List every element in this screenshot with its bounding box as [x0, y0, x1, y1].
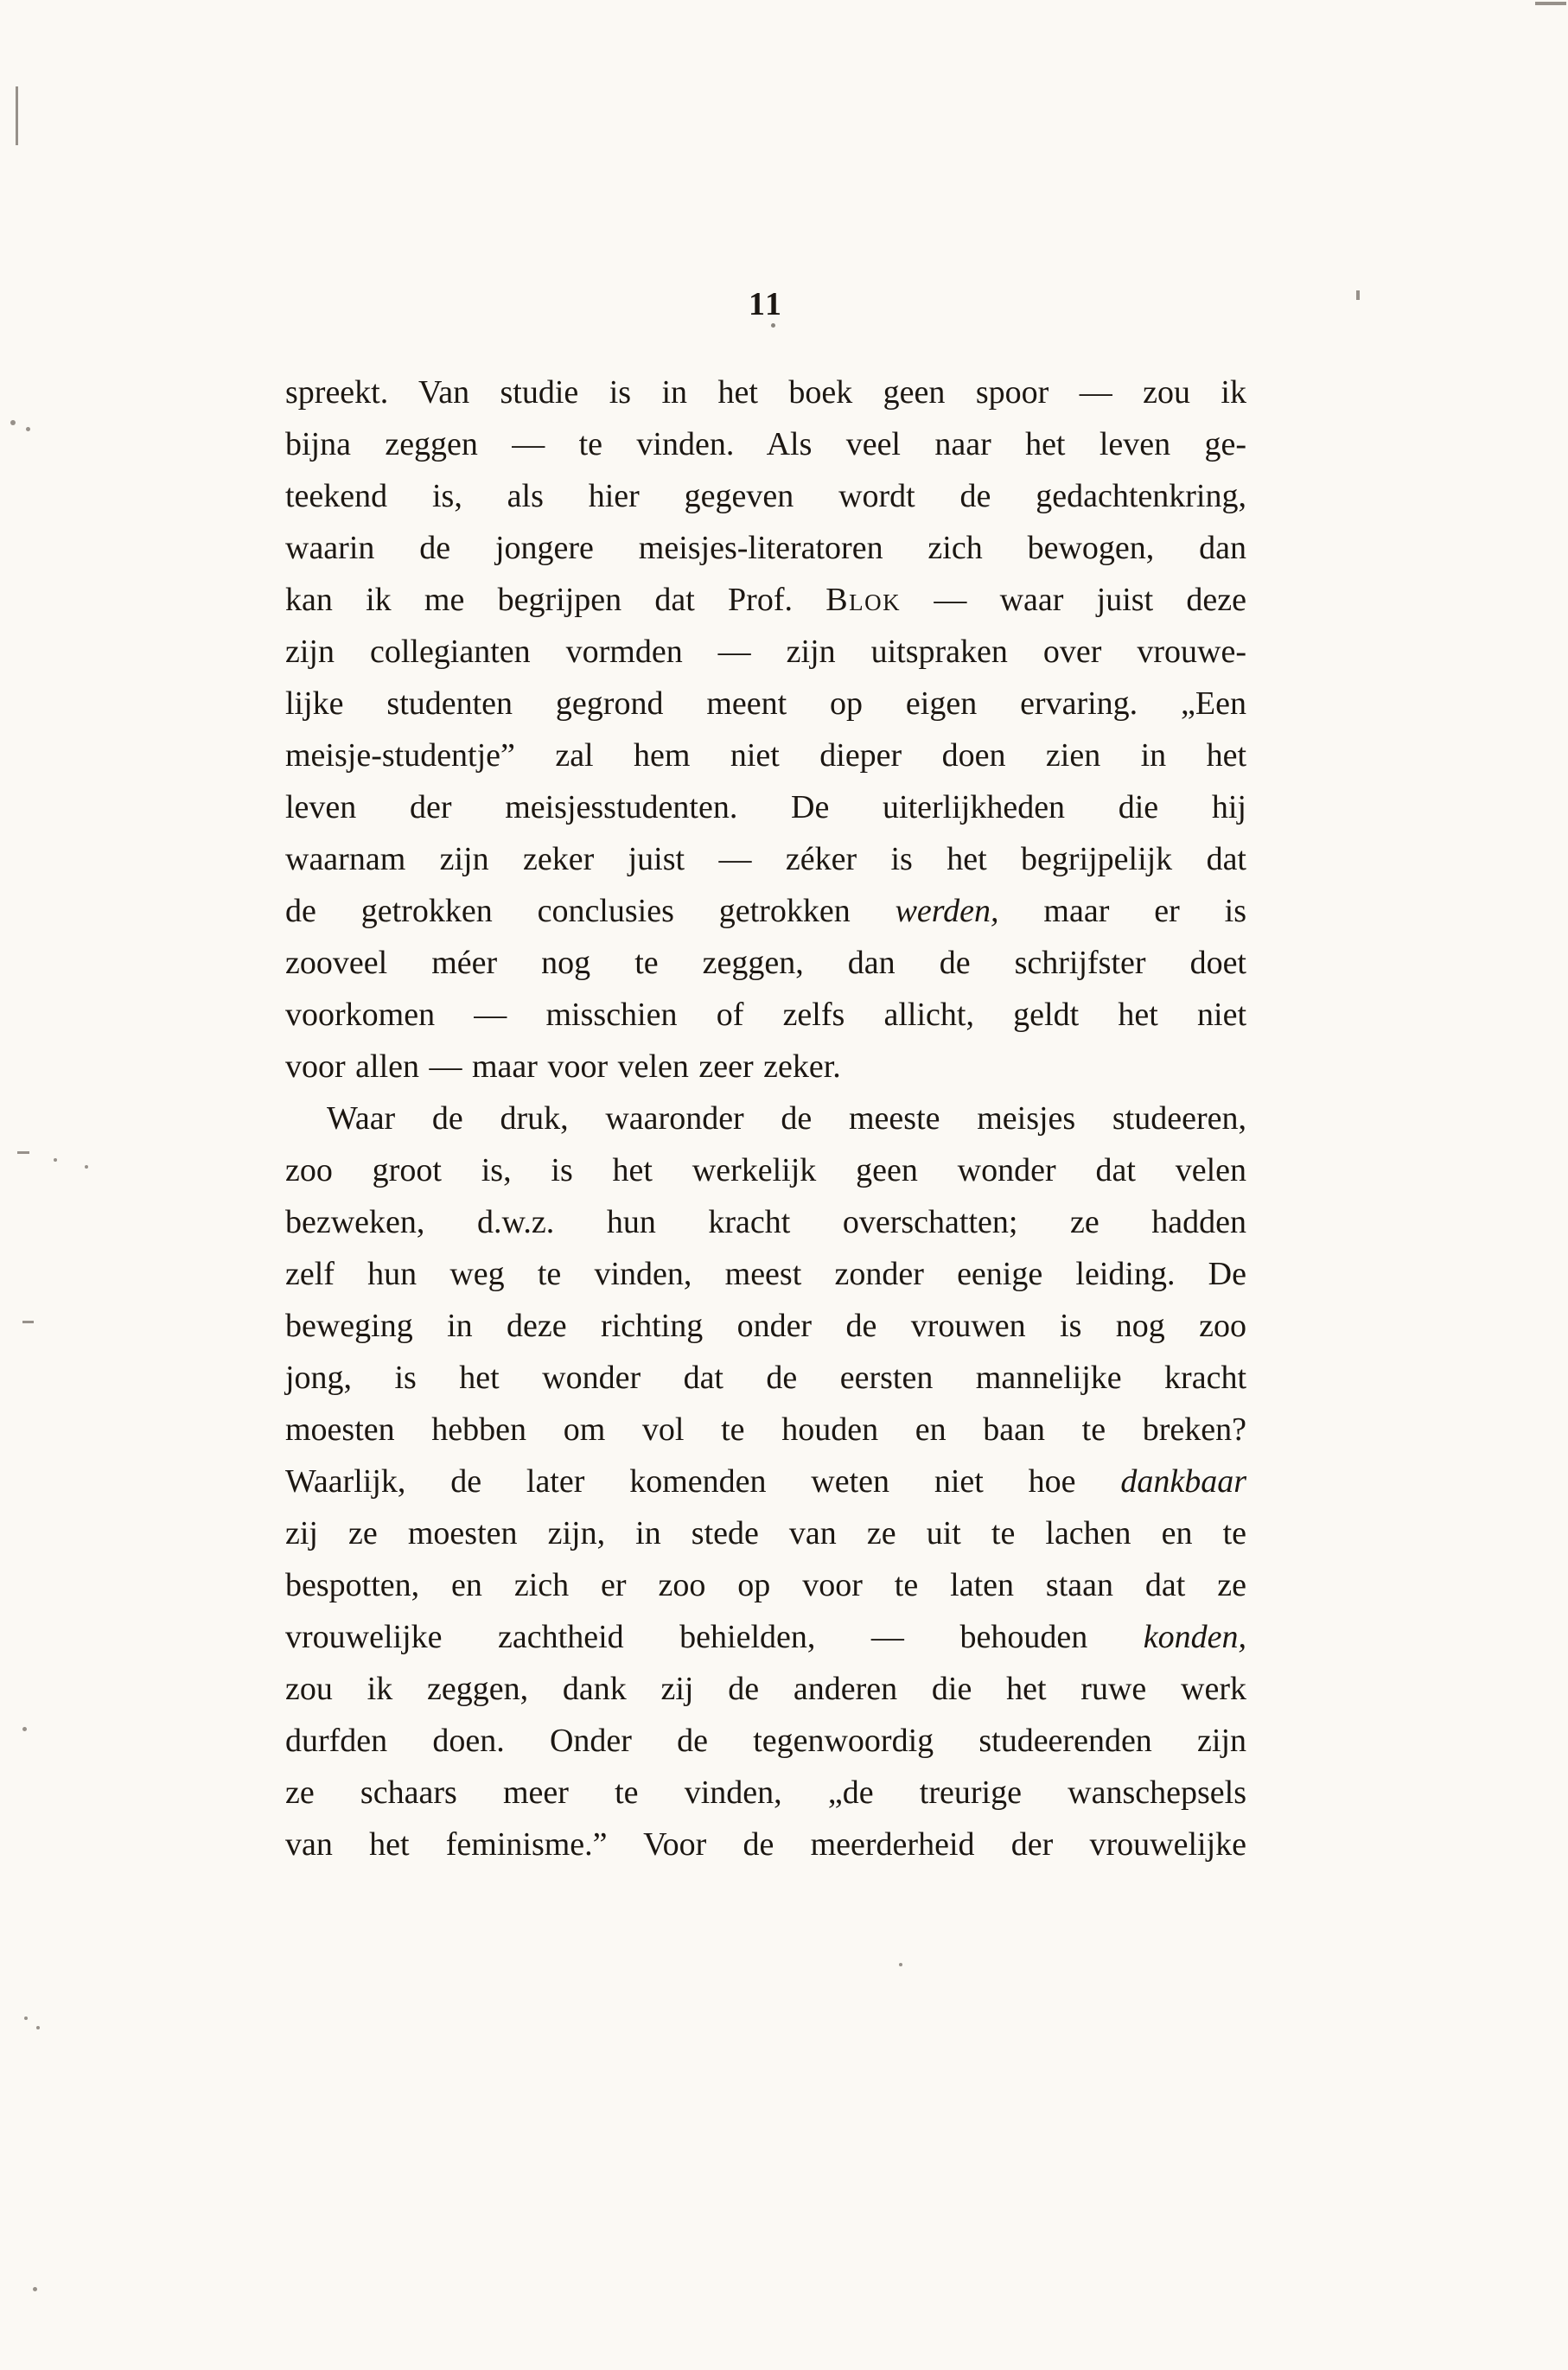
text-line — [285, 1041, 1246, 1093]
scan-artifact-dot — [22, 1727, 27, 1731]
scan-artifact-dot — [10, 420, 16, 425]
scan-artifact-dash — [22, 1321, 34, 1323]
text-line — [285, 1196, 1246, 1248]
scan-artifact-dot — [36, 2026, 40, 2029]
text-segment: waarnam zijn zeker juist — zéker is het begrijpelijk dat — [285, 841, 1246, 877]
text-segment: kan ik me begrijpen dat Prof. — [285, 582, 826, 618]
text-line — [285, 470, 1246, 522]
scan-artifact-dot — [33, 2287, 37, 2291]
text-segment: van het feminisme.” Voor de meerderheid der vrouwelijke — [285, 1826, 1246, 1863]
scan-artifact-dot — [24, 2016, 28, 2020]
text-segment: voor allen — maar voor velen zeer zeker. — [285, 1048, 841, 1085]
text-segment: bespotten, en zich er zoo op voor te laten staan dat ze — [285, 1567, 1246, 1603]
text-segment: bijna zeggen — te vinden. Als veel naar het leven ge- — [285, 426, 1246, 462]
text-line — [285, 937, 1246, 989]
scan-artifact-dot — [85, 1165, 88, 1169]
text-segment: zou ik zeggen, dank zij de anderen die het ruwe werk — [285, 1671, 1246, 1707]
text-segment: zooveel méer nog te zeggen, dan de schrijfster doet — [285, 945, 1246, 981]
scan-artifact-dot — [899, 1963, 902, 1966]
text-segment: bezweken, d.w.z. hun kracht overschatten; ze hadden — [285, 1204, 1246, 1240]
text-segment: lijke studenten gegrond meent op eigen ervaring. „Een — [285, 685, 1246, 722]
text-segment: — waar juist deze — [901, 582, 1247, 618]
text-line — [285, 1456, 1246, 1507]
text-line — [285, 574, 1246, 626]
text-segment: leven der meisjesstudenten. De uiterlijkheden die hij — [285, 789, 1246, 825]
text-line — [285, 885, 1246, 937]
scan-artifact-dash — [17, 1151, 29, 1154]
text-line — [285, 1559, 1246, 1611]
text-segment: spreekt. Van studie is in het boek geen spoor — zou ik — [285, 374, 1246, 411]
text-segment: moesten hebben om vol te houden en baan te breken? — [285, 1411, 1246, 1448]
text-segment-italic: konden, — [1143, 1619, 1246, 1655]
text-segment: de getrokken conclusies getrokken — [285, 893, 896, 929]
text-segment: teekend is, als hier gegeven wordt de gedachtenkring, — [285, 478, 1246, 514]
text-block — [285, 366, 1246, 1870]
text-line — [285, 418, 1246, 470]
text-line — [285, 1144, 1246, 1196]
text-line — [285, 1404, 1246, 1456]
page-number: 11 — [285, 285, 1246, 323]
text-line — [285, 1507, 1246, 1559]
text-line — [285, 366, 1246, 418]
text-line — [285, 1248, 1246, 1300]
text-line — [285, 1611, 1246, 1663]
scan-artifact-vertical-stroke — [16, 86, 18, 145]
text-segment: meisje-studentje” zal hem niet dieper doen zien in het — [285, 737, 1246, 774]
text-line — [285, 1767, 1246, 1819]
text-segment: waarin de jongere meisjes-literatoren zich bewogen, dan — [285, 530, 1246, 566]
text-segment: zijn collegianten vormden — zijn uitspraken over vrouwe- — [285, 634, 1246, 670]
text-line — [285, 522, 1246, 574]
text-segment: maar er is — [998, 893, 1247, 929]
text-segment: jong, is het wonder dat de eersten mannelijke kracht — [285, 1360, 1246, 1396]
text-line — [285, 729, 1246, 781]
text-segment: Waarlijk, de later komenden weten niet hoe — [285, 1463, 1121, 1500]
text-line — [285, 833, 1246, 885]
text-segment: beweging in deze richting onder de vrouwen is nog zoo — [285, 1308, 1246, 1344]
text-line — [285, 1093, 1246, 1144]
text-line — [285, 626, 1246, 678]
scan-artifact-dot — [26, 427, 30, 431]
text-line — [285, 781, 1246, 833]
text-segment: Waar de druk, waaronder de meeste meisjes studeeren, — [327, 1100, 1246, 1137]
text-segment-smallcaps: Blok — [825, 582, 902, 618]
text-segment: zoo groot is, is het werkelijk geen wonder dat velen — [285, 1152, 1246, 1188]
text-line — [285, 1663, 1246, 1715]
text-segment: durfden doen. Onder de tegenwoordig studeerenden zijn — [285, 1723, 1246, 1759]
text-segment-italic: dankbaar — [1120, 1463, 1246, 1500]
text-segment: zij ze moesten zijn, in stede van ze uit te lachen en te — [285, 1515, 1246, 1551]
text-segment: ze schaars meer te vinden, „de treurige wanschepsels — [285, 1774, 1246, 1811]
text-segment: vrouwelijke zachtheid behielden, — behouden — [285, 1619, 1144, 1655]
scan-artifact-tick — [1356, 290, 1360, 300]
text-segment-italic: werden, — [895, 893, 999, 929]
text-segment: voorkomen — misschien of zelfs allicht, geldt het niet — [285, 997, 1246, 1033]
text-line — [285, 1300, 1246, 1352]
text-segment: zelf hun weg te vinden, meest zonder eenige leiding. De — [285, 1256, 1246, 1292]
scan-artifact-dot — [54, 1158, 57, 1162]
text-line — [285, 1715, 1246, 1767]
scan-artifact-dash — [1535, 2, 1566, 5]
text-line — [285, 989, 1246, 1041]
text-line — [285, 1352, 1246, 1404]
text-line — [285, 1819, 1246, 1870]
text-line — [285, 678, 1246, 729]
